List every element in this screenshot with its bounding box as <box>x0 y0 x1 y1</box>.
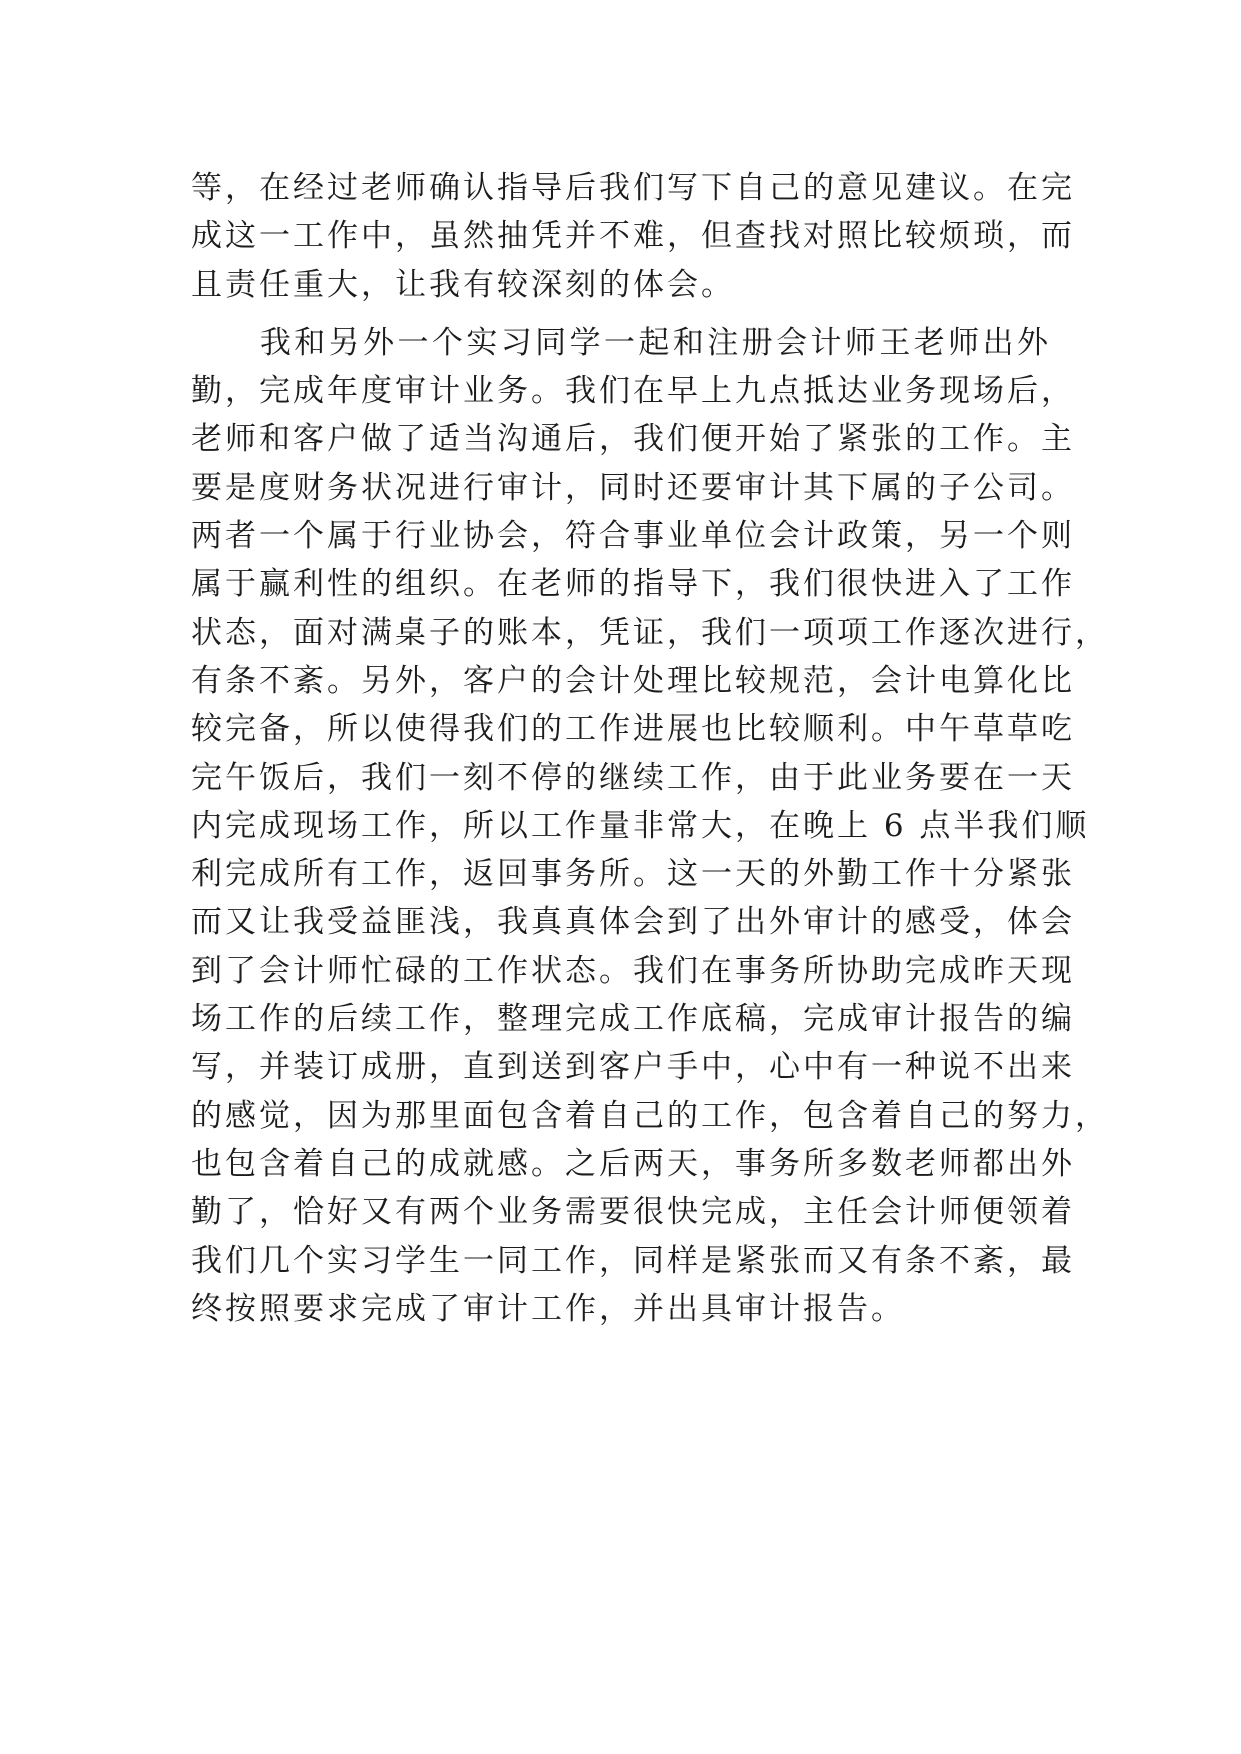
text-line: 而又让我受益匪浅，我真真体会到了出外审计的感受，体会 <box>191 904 1075 941</box>
paragraph-2 <box>191 319 1109 1333</box>
text-line: 我和另外一个实习同学一起和注册会计师王老师出外 <box>191 324 1051 361</box>
text-line: 较完备，所以使得我们的工作进展也比较顺利。中午草草吃 <box>191 711 1075 748</box>
text-line: 场工作的后续工作，整理完成工作底稿，完成审计报告的编 <box>191 1001 1075 1038</box>
text-line: 老师和客户做了适当沟通后，我们便开始了紧张的工作。主 <box>191 421 1075 458</box>
text-line: 完午饭后，我们一刻不停的继续工作，由于此业务要在一天 <box>191 759 1075 796</box>
text-line: 利完成所有工作，返回事务所。这一天的外勤工作十分紧张 <box>191 856 1075 893</box>
text-line: 且责任重大，让我有较深刻的体会。 <box>191 266 735 303</box>
text-line: 我们几个实习学生一同工作，同样是紧张而又有条不紊，最 <box>191 1242 1075 1279</box>
text-line: 属于赢利性的组织。在老师的指导下，我们很快进入了工作 <box>191 566 1075 603</box>
text-line: 的感觉，因为那里面包含着自己的工作，包含着自己的努力， <box>191 1097 1109 1134</box>
text-line: 有条不紊。另外，客户的会计处理比较规范，会计电算化比 <box>191 662 1075 699</box>
text-line: 状态，面对满桌子的账本，凭证，我们一项项工作逐次进行， <box>191 614 1109 651</box>
text-line: 等，在经过老师确认指导后我们写下自己的意见建议。在完 <box>191 170 1075 206</box>
text-line: 两者一个属于行业协会，符合事业单位会计政策，另一个则 <box>191 518 1075 555</box>
document-body <box>191 164 1109 1333</box>
paragraph-1 <box>191 164 1075 309</box>
text-line: 也包含着自己的成就感。之后两天，事务所多数老师都出外 <box>191 1145 1075 1182</box>
text-line: 勤，完成年度审计业务。我们在早上九点抵达业务现场后， <box>191 373 1075 410</box>
text-line: 终按照要求完成了审计工作，并出具审计报告。 <box>191 1290 905 1327</box>
text-line: 勤了，恰好又有两个业务需要很快完成，主任会计师便领着 <box>191 1194 1075 1231</box>
text-line: 要是度财务状况进行审计，同时还要审计其下属的子公司。 <box>191 469 1075 506</box>
text-line: 内完成现场工作，所以工作量非常大，在晚上 6 点半我们顺 <box>191 807 1090 844</box>
text-line: 成这一工作中，虽然抽凭并不难，但查找对照比较烦琐，而 <box>191 218 1075 255</box>
text-line: 到了会计师忙碌的工作状态。我们在事务所协助完成昨天现 <box>191 952 1075 989</box>
text-line: 写，并装订成册，直到送到客户手中，心中有一种说不出来 <box>191 1049 1075 1086</box>
